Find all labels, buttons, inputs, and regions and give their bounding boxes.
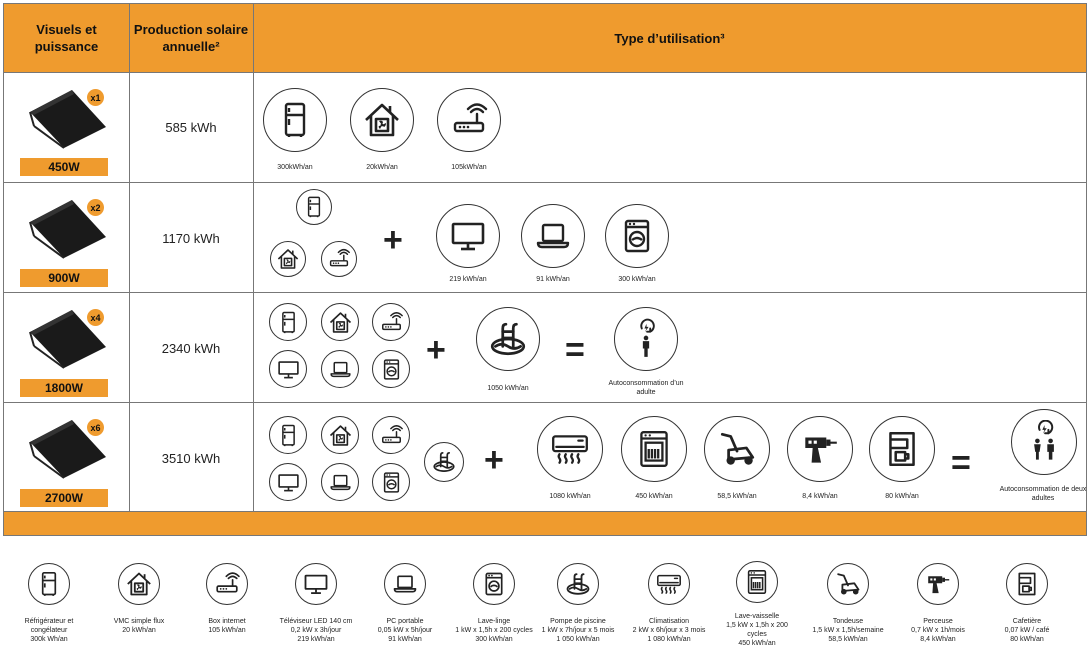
power-label: 450W bbox=[20, 158, 108, 176]
ventilation-icon bbox=[321, 416, 359, 454]
legend-caption: Cafetière 0,07 kW / café 80 kWh/an bbox=[1004, 618, 1050, 643]
one-adult-icon bbox=[614, 307, 678, 371]
washing-machine-icon bbox=[372, 350, 410, 388]
ventilation-icon bbox=[118, 563, 160, 605]
laptop-icon bbox=[384, 563, 426, 605]
equals-sign: = bbox=[565, 331, 585, 369]
table-header bbox=[4, 4, 1086, 72]
legend-caption: VMC simple flux 20 kWh/an bbox=[113, 618, 165, 634]
header-annual-production: Production solaire annuelle² bbox=[133, 22, 249, 54]
annual-production: 1170 kWh bbox=[162, 231, 220, 246]
laptop-icon bbox=[321, 463, 359, 501]
legend-caption: Téléviseur LED 140 cm 0,2 kW x 3h/jour 219 kWh/an bbox=[279, 618, 353, 643]
tv-icon bbox=[269, 463, 307, 501]
panel-count-badge: x2 bbox=[87, 199, 104, 216]
drill-icon bbox=[787, 416, 853, 482]
usage-caption: 8,4 kWh/an bbox=[802, 493, 838, 500]
plus-sign: + bbox=[484, 441, 504, 479]
fridge-icon bbox=[28, 563, 70, 605]
ventilation-icon bbox=[350, 88, 414, 152]
tv-icon bbox=[269, 350, 307, 388]
panel-count-badge: x1 bbox=[87, 89, 104, 106]
router-icon bbox=[372, 303, 410, 341]
plus-sign: + bbox=[383, 221, 403, 259]
lawnmower-icon bbox=[704, 416, 770, 482]
router-icon bbox=[321, 241, 357, 277]
router-icon bbox=[437, 88, 501, 152]
usage-caption: 300 kWh/an bbox=[618, 276, 656, 283]
result-caption: Autoconsommation d’un adulte bbox=[608, 380, 684, 396]
solar-usage-table bbox=[3, 3, 1087, 536]
result-caption: Autoconsommation de deux adultes bbox=[999, 486, 1087, 502]
usage-caption: 105kWh/an bbox=[451, 164, 487, 171]
annual-production: 2340 kWh bbox=[161, 341, 221, 356]
legend-caption: Perceuse 0,7 kW x 1h/mois 8,4 kWh/an bbox=[911, 618, 965, 643]
usage-caption: 20kWh/an bbox=[366, 164, 398, 171]
lawnmower-icon bbox=[827, 563, 869, 605]
fridge-icon bbox=[269, 416, 307, 454]
pool-icon bbox=[476, 307, 540, 371]
usage-caption: 450 kWh/an bbox=[635, 493, 673, 500]
fridge-icon bbox=[296, 189, 332, 225]
power-label: 900W bbox=[20, 269, 108, 287]
laptop-icon bbox=[521, 204, 585, 268]
fridge-icon bbox=[269, 303, 307, 341]
air-conditioner-icon bbox=[537, 416, 603, 482]
usage-caption: 91 kWh/an bbox=[536, 276, 570, 283]
washing-machine-icon bbox=[473, 563, 515, 605]
power-label: 1800W bbox=[20, 379, 108, 397]
usage-caption: 58,5 kWh/an bbox=[717, 493, 757, 500]
washing-machine-icon bbox=[372, 463, 410, 501]
legend-caption: Pompe de piscine 1 kW x 7h/jour x 5 mois 1 050 kWh/an bbox=[541, 618, 615, 643]
panel-count-badge: x4 bbox=[87, 309, 104, 326]
tv-icon bbox=[295, 563, 337, 605]
router-icon bbox=[372, 416, 410, 454]
legend-caption: Réfrigérateur et congélateur 300k Wh/an bbox=[24, 618, 74, 643]
dishwasher-icon bbox=[736, 561, 778, 603]
pool-icon bbox=[424, 442, 464, 482]
usage-caption: 1080 kWh/an bbox=[549, 493, 591, 500]
usage-caption: 80 kWh/an bbox=[885, 493, 919, 500]
header-usage-type: Type d’utilisation³ bbox=[614, 30, 725, 46]
laptop-icon bbox=[321, 350, 359, 388]
usage-caption: 219 kWh/an bbox=[449, 276, 487, 283]
ventilation-icon bbox=[321, 303, 359, 341]
coffee-machine-icon bbox=[869, 416, 935, 482]
legend-caption: Tondeuse 1,5 kW x 1,5h/semaine 58,5 kWh/an bbox=[812, 618, 884, 643]
coffee-machine-icon bbox=[1006, 563, 1048, 605]
annual-production: 585 kWh bbox=[165, 120, 217, 135]
usage-caption: 1050 kWh/an bbox=[487, 385, 529, 392]
air-conditioner-icon bbox=[648, 563, 690, 605]
legend-caption: Box internet 105 kWh/an bbox=[208, 618, 246, 634]
table-footer-bar bbox=[4, 512, 1086, 535]
usage-caption: 300kWh/an bbox=[277, 164, 313, 171]
fridge-icon bbox=[263, 88, 327, 152]
router-icon bbox=[206, 563, 248, 605]
power-label: 2700W bbox=[20, 489, 108, 507]
pool-icon bbox=[557, 563, 599, 605]
ventilation-icon bbox=[270, 241, 306, 277]
header-visuals-power: Visuels et puissance bbox=[34, 22, 99, 54]
washing-machine-icon bbox=[605, 204, 669, 268]
annual-production: 3510 kWh bbox=[161, 451, 221, 466]
equals-sign: = bbox=[951, 444, 971, 482]
legend-caption: PC portable 0,05 kW x 5h/jour 91 kWh/an bbox=[377, 618, 433, 643]
plus-sign: + bbox=[426, 331, 446, 369]
legend-caption: Climatisation 2 kW x 6h/jour x 3 mois 1 080 kWh/an bbox=[632, 618, 706, 643]
panel-count-badge: x6 bbox=[87, 419, 104, 436]
drill-icon bbox=[917, 563, 959, 605]
dishwasher-icon bbox=[621, 416, 687, 482]
tv-icon bbox=[436, 204, 500, 268]
legend-caption: Lave-vaisselle 1,5 kW x 1,5h x 200 cycles 450 kWh/an bbox=[726, 613, 788, 647]
two-adults-icon bbox=[1011, 409, 1077, 475]
legend-caption: Lave-linge 1 kW x 1,5h x 200 cycles 300 kWh/an bbox=[455, 618, 533, 643]
